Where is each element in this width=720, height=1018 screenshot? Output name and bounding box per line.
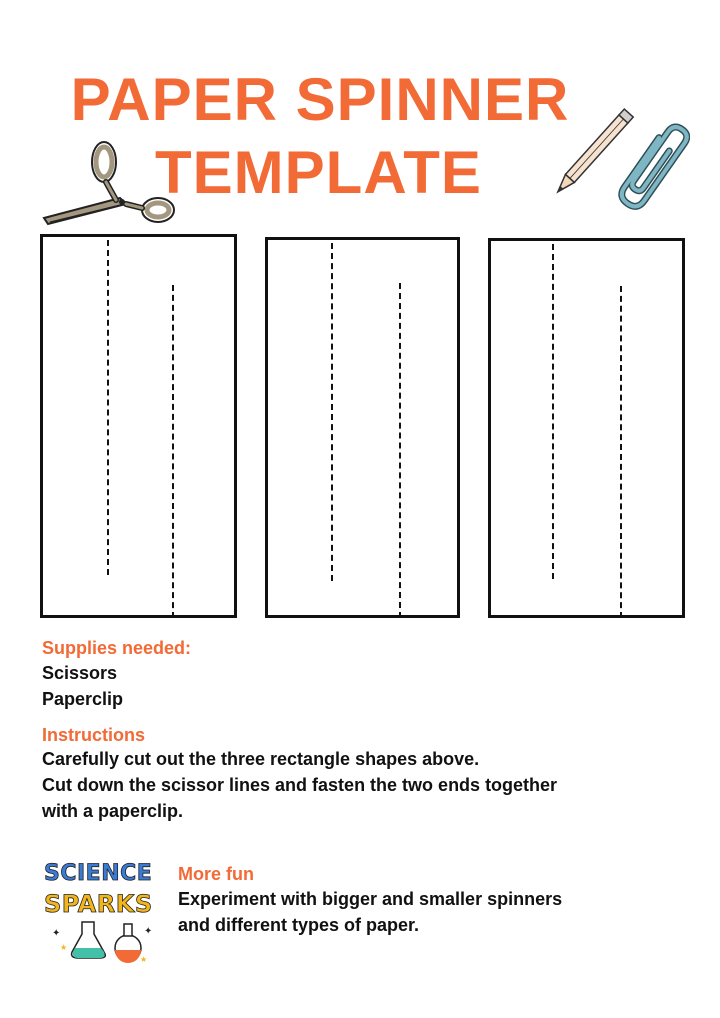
supplies-list bbox=[42, 660, 123, 712]
page-title-line1: PAPER SPINNER bbox=[70, 66, 570, 133]
more-fun-line: Experiment with bigger and smaller spinners bbox=[178, 889, 563, 909]
paperclip-icon bbox=[610, 118, 690, 218]
logo-line1: SCIENCE bbox=[44, 861, 153, 886]
supplies-heading: Supplies needed: bbox=[42, 638, 192, 658]
scissors-icon bbox=[40, 140, 180, 240]
cut-line bbox=[620, 286, 622, 618]
instructions-text bbox=[42, 746, 557, 824]
instructions-line: Carefully cut out the three rectangle shapes above. bbox=[42, 749, 480, 769]
cut-line bbox=[399, 283, 401, 618]
svg-text:✦: ✦ bbox=[144, 926, 153, 937]
instructions-line: Cut down the scissor lines and fasten the two ends together bbox=[42, 775, 558, 795]
spinner-template-3 bbox=[488, 238, 685, 618]
svg-text:★: ★ bbox=[140, 955, 148, 964]
spinner-template-1 bbox=[40, 234, 237, 618]
page-title-line2: TEMPLATE bbox=[155, 139, 482, 206]
svg-text:✦: ✦ bbox=[52, 928, 61, 939]
cut-line bbox=[172, 285, 174, 618]
more-fun-line: and different types of paper. bbox=[178, 915, 420, 935]
cut-line bbox=[331, 243, 333, 581]
instructions-line: with a paperclip. bbox=[42, 801, 184, 821]
logo-line2: SPARKS bbox=[44, 890, 153, 918]
supply-item: Paperclip bbox=[42, 689, 124, 709]
svg-text:★: ★ bbox=[60, 943, 68, 952]
more-fun-text bbox=[178, 886, 562, 938]
more-fun-heading: More fun bbox=[178, 864, 254, 884]
spinner-template-2 bbox=[265, 237, 460, 618]
instructions-heading: Instructions bbox=[42, 725, 146, 745]
cut-line bbox=[552, 244, 554, 579]
science-sparks-logo bbox=[42, 852, 162, 967]
supply-item: Scissors bbox=[42, 663, 118, 683]
cut-line bbox=[107, 240, 109, 575]
